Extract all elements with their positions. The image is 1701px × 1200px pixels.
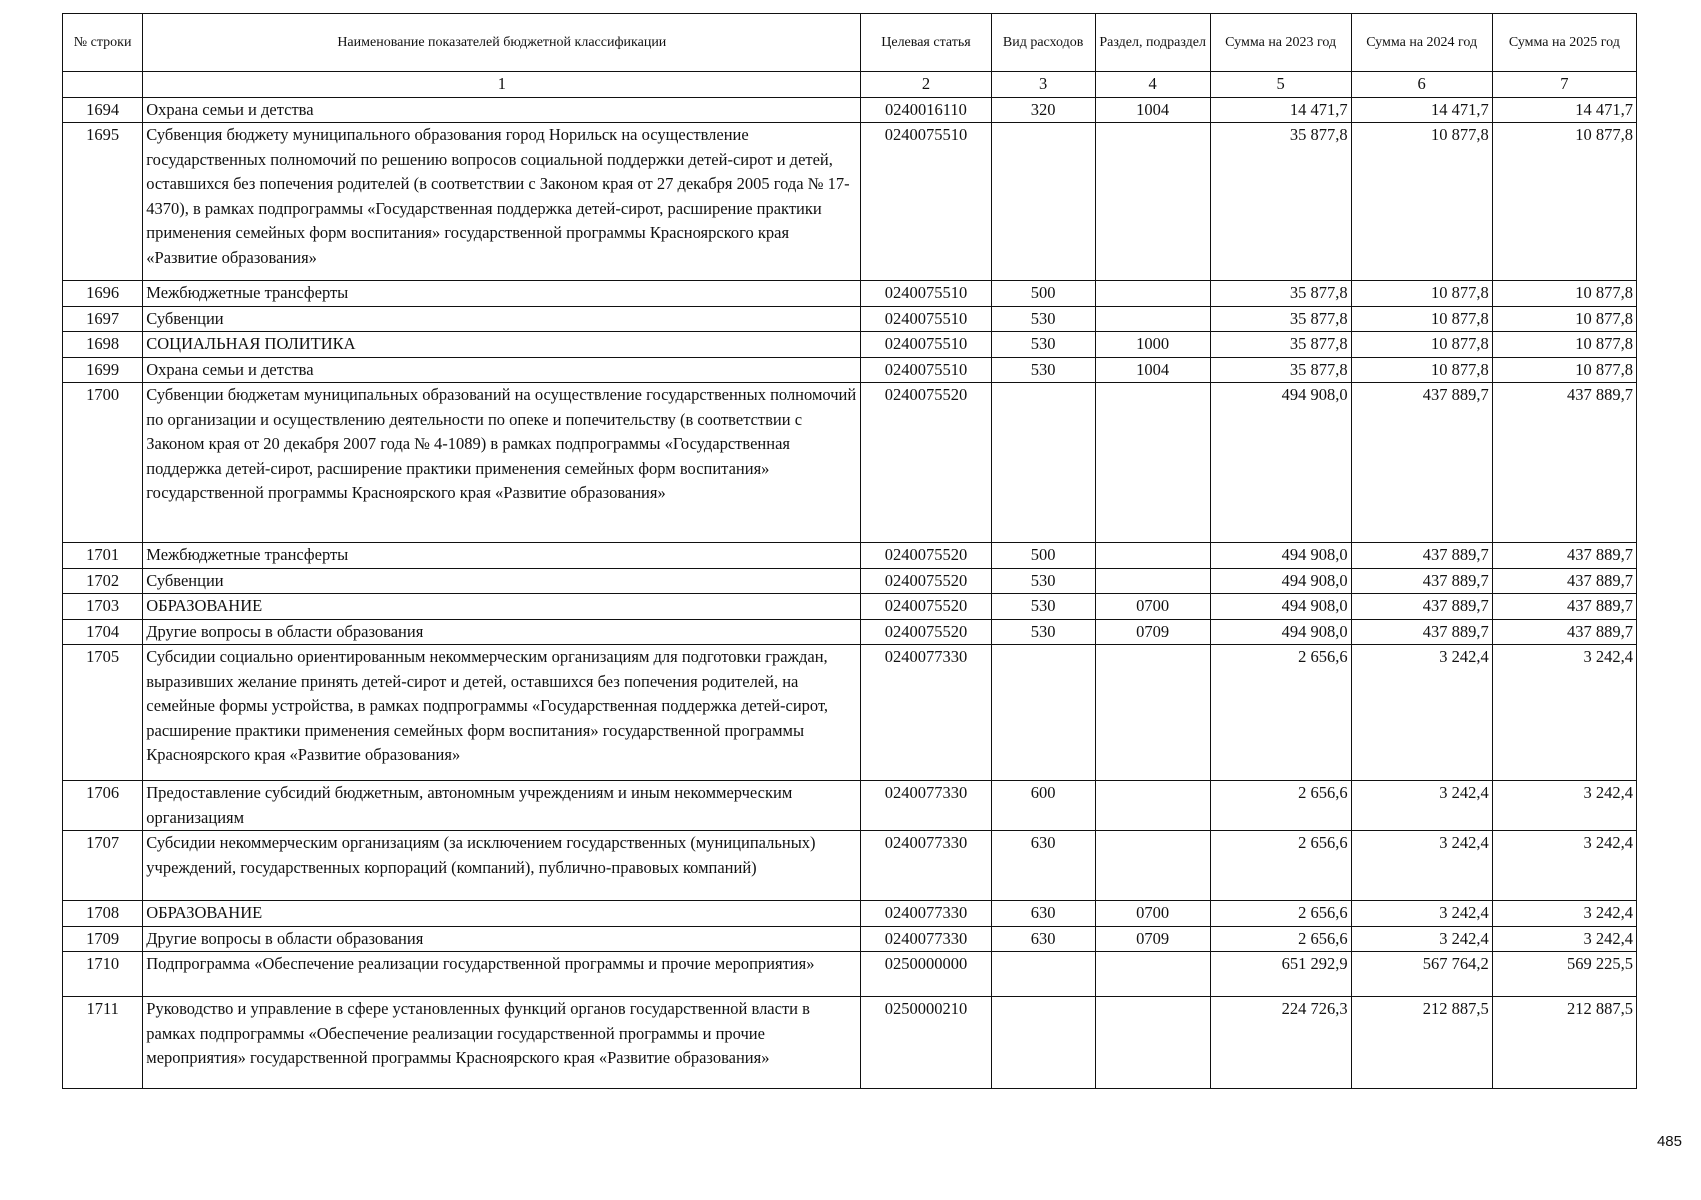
sum-2025: 10 877,8	[1492, 281, 1636, 307]
column-number-row	[63, 72, 1637, 98]
row-name: Руководство и управление в сфере установленных функций органов государственной власти в рамках подпрограммы «Обеспечение реализации государственной программы и прочие мероприятия» государственной программы Красноярского края «Развитие образования»	[143, 997, 861, 1089]
section-code: 0700	[1095, 901, 1210, 927]
sum-2025: 3 242,4	[1492, 831, 1636, 901]
sum-2023: 651 292,9	[1210, 952, 1351, 997]
section-code: 0709	[1095, 926, 1210, 952]
table-row	[63, 901, 1637, 927]
table-row	[63, 781, 1637, 831]
sum-2024: 212 887,5	[1351, 997, 1492, 1089]
row-name: Другие вопросы в области образования	[143, 619, 861, 645]
header-sum-2025: Сумма на 2025 год	[1492, 14, 1636, 72]
sum-2023: 2 656,6	[1210, 831, 1351, 901]
expense-type	[991, 952, 1095, 997]
expense-type: 500	[991, 543, 1095, 569]
expense-type: 630	[991, 901, 1095, 927]
row-number: 1708	[63, 901, 143, 927]
expense-type	[991, 997, 1095, 1089]
sum-2024: 3 242,4	[1351, 901, 1492, 927]
expense-type: 530	[991, 568, 1095, 594]
target-article: 0240077330	[861, 781, 991, 831]
table-row	[63, 332, 1637, 358]
row-name: Субвенции бюджетам муниципальных образований на осуществление государственных полномочий по организации и осуществлению деятельности по опеке и попечительству (в соответствии с Законом края от 20 декабря 2007 года № 4-1089) в рамках подпрограммы «Государственная поддержка детей-сирот, расширение практики применения семейных форм воспитания» государственной программы Красноярского края «Развитие образования»	[143, 383, 861, 543]
table-row	[63, 306, 1637, 332]
sum-2024: 437 889,7	[1351, 568, 1492, 594]
page-number: 485	[1656, 1133, 1682, 1150]
section-code: 0700	[1095, 594, 1210, 620]
sum-2023: 494 908,0	[1210, 568, 1351, 594]
column-number: 5	[1210, 72, 1351, 98]
sum-2023: 224 726,3	[1210, 997, 1351, 1089]
table-row	[63, 619, 1637, 645]
table-row	[63, 383, 1637, 543]
row-number: 1710	[63, 952, 143, 997]
row-number: 1704	[63, 619, 143, 645]
sum-2023: 35 877,8	[1210, 332, 1351, 358]
expense-type: 530	[991, 306, 1095, 332]
section-code	[1095, 568, 1210, 594]
header-row-number: № строки	[63, 14, 143, 72]
target-article: 0240077330	[861, 926, 991, 952]
table-row	[63, 926, 1637, 952]
section-code: 0709	[1095, 619, 1210, 645]
expense-type	[991, 383, 1095, 543]
sum-2023: 35 877,8	[1210, 306, 1351, 332]
sum-2024: 10 877,8	[1351, 281, 1492, 307]
table-row	[63, 543, 1637, 569]
sum-2025: 10 877,8	[1492, 332, 1636, 358]
table-row	[63, 645, 1637, 781]
expense-type: 500	[991, 281, 1095, 307]
sum-2024: 3 242,4	[1351, 831, 1492, 901]
header-target-article: Целевая статья	[861, 14, 991, 72]
sum-2025: 3 242,4	[1492, 781, 1636, 831]
row-name: Другие вопросы в области образования	[143, 926, 861, 952]
target-article: 0240075510	[861, 281, 991, 307]
sum-2023: 35 877,8	[1210, 123, 1351, 281]
budget-table	[62, 13, 1637, 1089]
header-expense-type: Вид расходов	[991, 14, 1095, 72]
expense-type: 630	[991, 926, 1095, 952]
expense-type	[991, 123, 1095, 281]
sum-2025: 3 242,4	[1492, 926, 1636, 952]
target-article: 0240075520	[861, 543, 991, 569]
section-code	[1095, 123, 1210, 281]
sum-2025: 10 877,8	[1492, 306, 1636, 332]
sum-2024: 3 242,4	[1351, 781, 1492, 831]
sum-2023: 2 656,6	[1210, 901, 1351, 927]
row-number: 1702	[63, 568, 143, 594]
header-sum-2024: Сумма на 2024 год	[1351, 14, 1492, 72]
sum-2023: 35 877,8	[1210, 281, 1351, 307]
table-row	[63, 594, 1637, 620]
expense-type: 530	[991, 357, 1095, 383]
expense-type: 530	[991, 594, 1095, 620]
sum-2025: 10 877,8	[1492, 357, 1636, 383]
section-code	[1095, 952, 1210, 997]
section-code	[1095, 831, 1210, 901]
sum-2024: 437 889,7	[1351, 383, 1492, 543]
row-name: Межбюджетные трансферты	[143, 281, 861, 307]
sum-2024: 10 877,8	[1351, 306, 1492, 332]
row-name: Субсидии социально ориентированным некоммерческим организациям для подготовки граждан, выразивших желание принять детей-сирот и детей, оставшихся без попечения родителей, на семейные формы устройства, в рамках подпрограммы «Государственная поддержка детей-сирот, расширение практики применения семейных форм воспитания» государственной программы Красноярского края «Развитие образования»	[143, 645, 861, 781]
sum-2025: 437 889,7	[1492, 568, 1636, 594]
target-article: 0250000210	[861, 997, 991, 1089]
target-article: 0240075510	[861, 357, 991, 383]
target-article: 0240077330	[861, 831, 991, 901]
column-number: 1	[143, 72, 861, 98]
sum-2025: 437 889,7	[1492, 619, 1636, 645]
column-number: 4	[1095, 72, 1210, 98]
row-number: 1705	[63, 645, 143, 781]
row-name: Охрана семьи и детства	[143, 357, 861, 383]
sum-2025: 10 877,8	[1492, 123, 1636, 281]
section-code: 1004	[1095, 97, 1210, 123]
row-number: 1703	[63, 594, 143, 620]
target-article: 0240077330	[861, 901, 991, 927]
section-code	[1095, 306, 1210, 332]
sum-2025: 437 889,7	[1492, 543, 1636, 569]
row-name: СОЦИАЛЬНАЯ ПОЛИТИКА	[143, 332, 861, 358]
sum-2024: 437 889,7	[1351, 594, 1492, 620]
row-name: Субвенция бюджету муниципального образования город Норильск на осуществление государственных полномочий по решению вопросов социальной поддержки детей-сирот и детей, оставшихся без попечения родителей (в соответствии с Законом края от 27 декабря 2005 года № 17-4370), в рамках подпрограммы «Государственная поддержка детей-сирот, расширение практики применения семейных форм воспитания» государственной программы Красноярского края «Развитие образования»	[143, 123, 861, 281]
row-number: 1700	[63, 383, 143, 543]
row-name: Субвенции	[143, 568, 861, 594]
row-number: 1694	[63, 97, 143, 123]
sum-2023: 2 656,6	[1210, 926, 1351, 952]
target-article: 0240075520	[861, 619, 991, 645]
sum-2025: 437 889,7	[1492, 594, 1636, 620]
column-number: 2	[861, 72, 991, 98]
row-name: ОБРАЗОВАНИЕ	[143, 594, 861, 620]
row-name: Подпрограмма «Обеспечение реализации государственной программы и прочие мероприятия»	[143, 952, 861, 997]
column-number-blank	[63, 72, 143, 98]
target-article: 0240077330	[861, 645, 991, 781]
expense-type: 630	[991, 831, 1095, 901]
sum-2025: 3 242,4	[1492, 645, 1636, 781]
section-code	[1095, 997, 1210, 1089]
sum-2024: 3 242,4	[1351, 926, 1492, 952]
target-article: 0250000000	[861, 952, 991, 997]
row-name: Предоставление субсидий бюджетным, автономным учреждениям и иным некоммерческим организациям	[143, 781, 861, 831]
expense-type: 530	[991, 332, 1095, 358]
section-code	[1095, 543, 1210, 569]
row-number: 1696	[63, 281, 143, 307]
row-name: Охрана семьи и детства	[143, 97, 861, 123]
column-number: 7	[1492, 72, 1636, 98]
row-number: 1701	[63, 543, 143, 569]
table-row	[63, 831, 1637, 901]
sum-2024: 437 889,7	[1351, 619, 1492, 645]
target-article: 0240075520	[861, 383, 991, 543]
header-name: Наименование показателей бюджетной классификации	[143, 14, 861, 72]
column-number: 3	[991, 72, 1095, 98]
expense-type: 530	[991, 619, 1095, 645]
section-code	[1095, 781, 1210, 831]
expense-type: 320	[991, 97, 1095, 123]
row-name: Субвенции	[143, 306, 861, 332]
target-article: 0240075510	[861, 123, 991, 281]
sum-2024: 10 877,8	[1351, 123, 1492, 281]
target-article: 0240075510	[861, 306, 991, 332]
section-code: 1000	[1095, 332, 1210, 358]
table-row	[63, 952, 1637, 997]
sum-2024: 10 877,8	[1351, 332, 1492, 358]
section-code	[1095, 383, 1210, 543]
section-code	[1095, 281, 1210, 307]
sum-2023: 494 908,0	[1210, 619, 1351, 645]
sum-2025: 212 887,5	[1492, 997, 1636, 1089]
header-sum-2023: Сумма на 2023 год	[1210, 14, 1351, 72]
sum-2025: 437 889,7	[1492, 383, 1636, 543]
sum-2024: 3 242,4	[1351, 645, 1492, 781]
row-number: 1711	[63, 997, 143, 1089]
table-row	[63, 281, 1637, 307]
budget-sheet	[62, 13, 1637, 1089]
sum-2024: 567 764,2	[1351, 952, 1492, 997]
sum-2023: 2 656,6	[1210, 781, 1351, 831]
sum-2023: 14 471,7	[1210, 97, 1351, 123]
column-number: 6	[1351, 72, 1492, 98]
header-row	[63, 14, 1637, 72]
target-article: 0240075520	[861, 594, 991, 620]
table-row	[63, 997, 1637, 1089]
sum-2023: 494 908,0	[1210, 594, 1351, 620]
sum-2024: 437 889,7	[1351, 543, 1492, 569]
row-name: Межбюджетные трансферты	[143, 543, 861, 569]
target-article: 0240016110	[861, 97, 991, 123]
sum-2024: 10 877,8	[1351, 357, 1492, 383]
expense-type: 600	[991, 781, 1095, 831]
sum-2024: 14 471,7	[1351, 97, 1492, 123]
sum-2023: 494 908,0	[1210, 383, 1351, 543]
row-number: 1695	[63, 123, 143, 281]
section-code: 1004	[1095, 357, 1210, 383]
row-number: 1709	[63, 926, 143, 952]
row-number: 1706	[63, 781, 143, 831]
sum-2023: 35 877,8	[1210, 357, 1351, 383]
sum-2025: 14 471,7	[1492, 97, 1636, 123]
row-number: 1697	[63, 306, 143, 332]
row-name: ОБРАЗОВАНИЕ	[143, 901, 861, 927]
row-number: 1699	[63, 357, 143, 383]
sum-2023: 494 908,0	[1210, 543, 1351, 569]
header-section: Раздел, подраздел	[1095, 14, 1210, 72]
table-body	[63, 97, 1637, 1089]
table-row	[63, 97, 1637, 123]
target-article: 0240075510	[861, 332, 991, 358]
row-number: 1707	[63, 831, 143, 901]
table-row	[63, 568, 1637, 594]
sum-2025: 3 242,4	[1492, 901, 1636, 927]
table-row	[63, 123, 1637, 281]
expense-type	[991, 645, 1095, 781]
sum-2025: 569 225,5	[1492, 952, 1636, 997]
row-name: Субсидии некоммерческим организациям (за исключением государственных (муниципальных) учреждений, государственных корпораций (компаний), публично-правовых компаний)	[143, 831, 861, 901]
table-row	[63, 357, 1637, 383]
target-article: 0240075520	[861, 568, 991, 594]
sum-2023: 2 656,6	[1210, 645, 1351, 781]
section-code	[1095, 645, 1210, 781]
row-number: 1698	[63, 332, 143, 358]
